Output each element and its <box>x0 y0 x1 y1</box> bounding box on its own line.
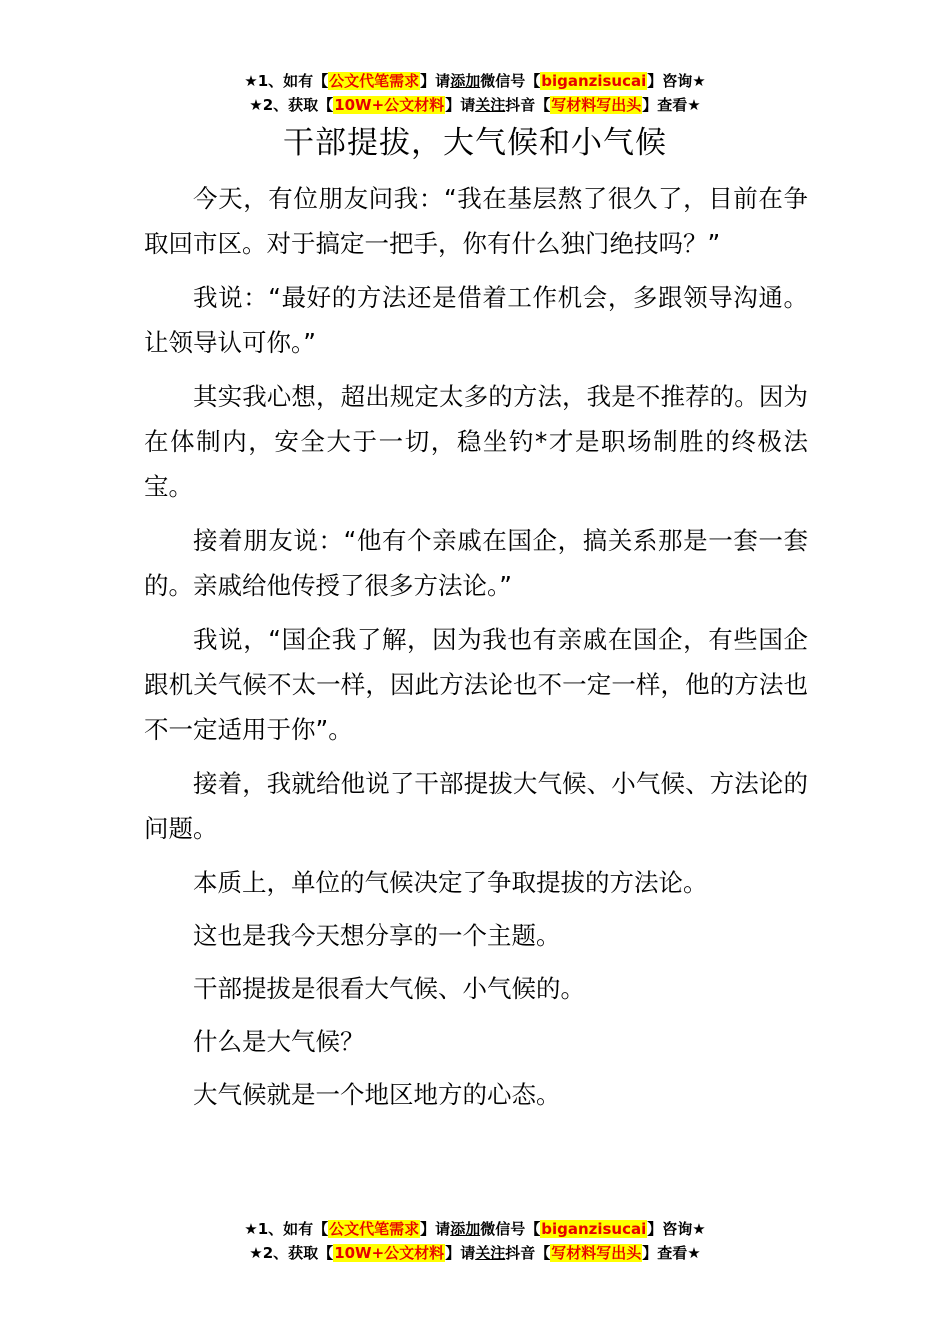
highlight-ghostwriting: 公文代笔需求 <box>329 72 420 90</box>
highlight-materials: 10W+公文材料 <box>334 96 445 114</box>
footer-banner <box>0 1217 950 1265</box>
header-banner-line-1: ★1、如有【公文代笔需求】请添加微信号【biganzisucai】咨询★ <box>244 72 706 90</box>
document-body <box>144 176 808 1125</box>
paragraph: 我说，“国企我了解，因为我也有亲戚在国企，有些国企跟机关气候不太一样，因此方法论也不一定一样，他的方法也不一定适用于你”。 <box>144 625 808 744</box>
paragraph: 其实我心想，超出规定太多的方法，我是不推荐的。因为在体制内，安全大于一切，稳坐钓*才是职场制胜的终极法宝。 <box>144 382 808 501</box>
paragraph: 干部提拔是很看大气候、小气候的。 <box>193 974 585 1003</box>
paragraph: 今天，有位朋友问我：“我在基层熬了很久了，目前在争取回市区。对于搞定一把手，你有什么独门绝技吗？” <box>144 184 808 258</box>
paragraph: 什么是大气候？ <box>193 1027 365 1056</box>
highlight-douyin-account: 写材料写出头 <box>551 1244 642 1262</box>
paragraph: 这也是我今天想分享的一个主题。 <box>193 921 561 950</box>
paragraph: 我说：“最好的方法还是借着工作机会，多跟领导沟通。让领导认可你。” <box>144 283 808 357</box>
footer-banner-line-2: ★2、获取【10W+公文材料】请关注抖音【写材料写出头】查看★ <box>249 1244 701 1262</box>
header-banner <box>0 69 950 117</box>
highlight-ghostwriting: 公文代笔需求 <box>329 1220 420 1238</box>
highlight-wechat-id: biganzisucai <box>541 72 647 90</box>
footer-banner-line-1: ★1、如有【公文代笔需求】请添加微信号【biganzisucai】咨询★ <box>244 1220 706 1238</box>
highlight-douyin-account: 写材料写出头 <box>551 96 642 114</box>
header-banner-line-2: ★2、获取【10W+公文材料】请关注抖音【写材料写出头】查看★ <box>249 96 701 114</box>
paragraph: 接着，我就给他说了干部提拔大气候、小气候、方法论的问题。 <box>144 769 808 843</box>
highlight-materials: 10W+公文材料 <box>334 1244 445 1262</box>
paragraph: 大气候就是一个地区地方的心态。 <box>193 1080 561 1109</box>
paragraph: 接着朋友说：“他有个亲戚在国企，搞关系那是一套一套的。亲戚给他传授了很多方法论。” <box>144 526 808 600</box>
paragraph: 本质上，单位的气候决定了争取提拔的方法论。 <box>193 868 708 897</box>
highlight-wechat-id: biganzisucai <box>541 1220 647 1238</box>
document-title: 干部提拔，大气候和小气候 <box>283 125 667 161</box>
